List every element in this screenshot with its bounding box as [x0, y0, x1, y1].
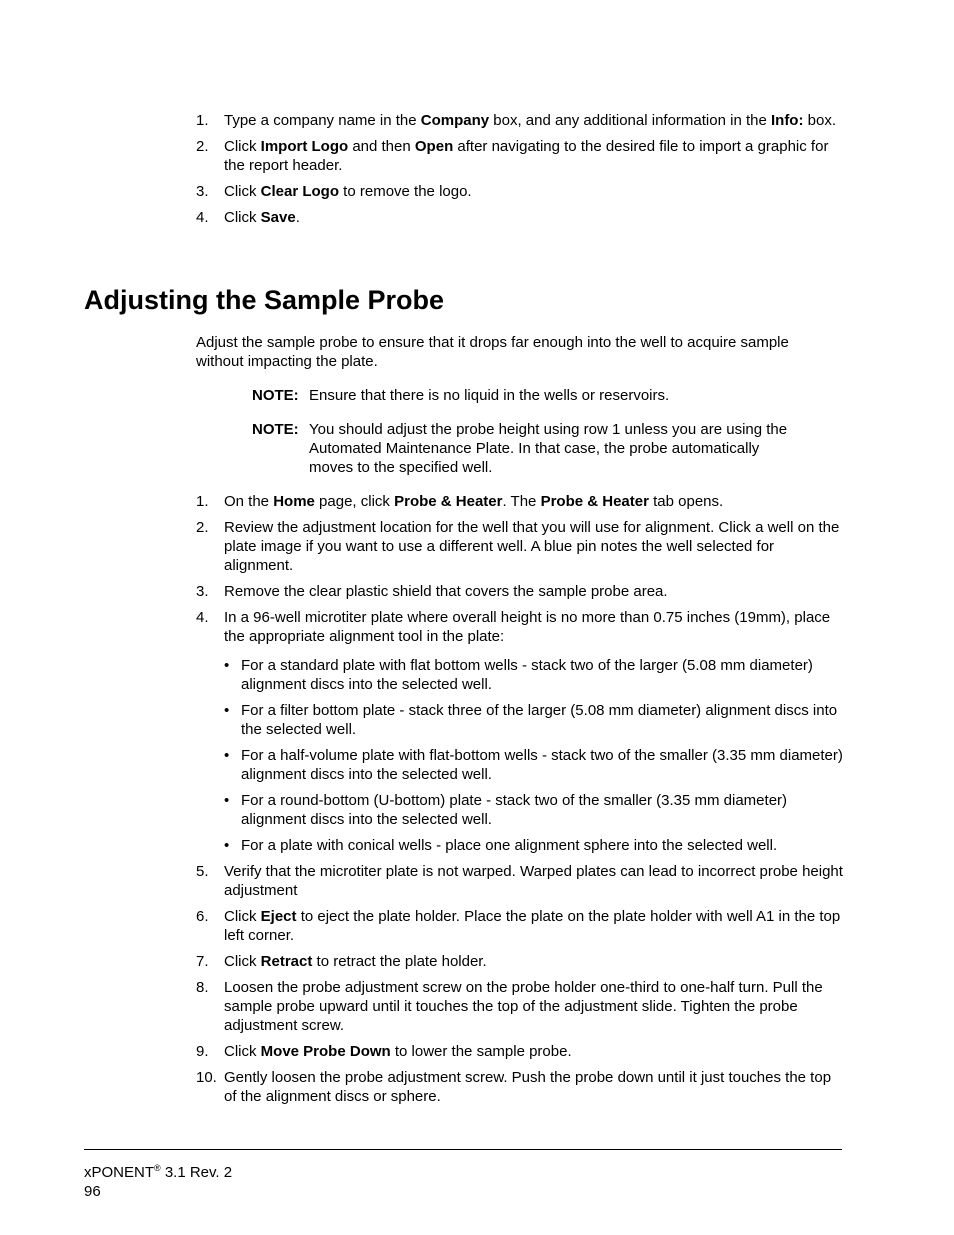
note-label: NOTE: — [252, 387, 299, 404]
step-text: to retract the plate holder. — [312, 953, 487, 970]
bullet-icon: • — [224, 657, 230, 674]
bullet-icon: • — [224, 702, 230, 719]
bullet-text: For a plate with conical wells - place one alignment sphere into the selected well. — [241, 837, 778, 854]
bullet-text: For a standard plate with flat bottom wells - stack two of the larger (5.08 mm diameter) alignment discs into the selected well. — [241, 657, 813, 693]
ui-term: Save — [260, 209, 296, 226]
list-item — [196, 137, 846, 175]
note-label: NOTE: — [252, 421, 299, 438]
step-text: to eject the plate holder. Place the plate on the plate holder with well A1 in the top left corner. — [224, 908, 841, 944]
list-item — [196, 952, 846, 971]
ui-term: Open — [414, 138, 454, 155]
step-text: Gently loosen the probe adjustment screw. Push the probe down until it just touches the top of the alignment discs or sphere. — [224, 1069, 832, 1105]
step-text: page, click — [314, 493, 395, 510]
step-text: Click — [224, 209, 261, 226]
step-text: Click — [224, 138, 261, 155]
step-text: Click — [224, 1043, 261, 1060]
step-number: 2. — [196, 519, 209, 536]
bullet-text: For a half-volume plate with flat-bottom wells - stack two of the smaller (3.35 mm diameter) alignment discs into the selected well. — [241, 747, 843, 783]
step-text: . — [295, 209, 300, 226]
step-text: Click — [224, 183, 261, 200]
intro-step-list — [196, 111, 846, 234]
list-item — [196, 907, 846, 945]
note-text: You should adjust the probe height using row 1 unless you are using the Automated Maintenance Plate. In that case, the probe automatically moves to the specified well. — [309, 421, 788, 476]
list-item — [196, 111, 846, 130]
bullet-text: For a round-bottom (U-bottom) plate - stack two of the smaller (3.35 mm diameter) alignment discs into the selected well. — [241, 792, 788, 828]
list-item — [224, 836, 846, 855]
bullet-icon: • — [224, 747, 230, 764]
step-text: On the — [224, 493, 274, 510]
step-text: after navigating to the desired file to import a graphic for the report header. — [224, 138, 829, 174]
step-text: In a 96-well microtiter plate where overall height is no more than 0.75 inches (19mm), place the appropriate alignment tool in the plate: — [224, 609, 831, 645]
ui-term: Clear Logo — [260, 183, 340, 200]
ui-term: Retract — [260, 953, 313, 970]
ui-term: Probe & Heater — [394, 493, 503, 510]
note — [252, 420, 792, 477]
step-text: Review the adjustment location for the well that you will use for alignment. Click a well on the plate image if you want to use a different well. A blue pin notes the well selected for alignment. — [224, 519, 840, 574]
ui-term: Probe & Heater — [540, 493, 649, 510]
step-text: box, and any additional information in the — [489, 112, 771, 129]
alignment-tool-list — [224, 656, 846, 855]
step-number: 1. — [196, 493, 209, 510]
list-item — [196, 608, 846, 855]
step-text: box. — [803, 112, 836, 129]
ui-term: Move Probe Down — [260, 1043, 391, 1060]
step-number: 7. — [196, 953, 209, 970]
list-item — [224, 746, 846, 784]
step-text: Type a company name in the — [224, 112, 421, 129]
step-number: 1. — [196, 112, 209, 129]
bullet-text: For a filter bottom plate - stack three of the larger (5.08 mm diameter) alignment discs into the selected well. — [241, 702, 838, 738]
step-text: Click — [224, 953, 261, 970]
step-number: 5. — [196, 863, 209, 880]
list-item — [196, 492, 846, 511]
ui-term: Home — [273, 493, 315, 510]
page-number: 96 — [84, 1183, 101, 1200]
step-text: and then — [348, 138, 415, 155]
list-item — [196, 1068, 846, 1106]
step-text: Click — [224, 908, 261, 925]
step-number: 10. — [196, 1069, 217, 1086]
step-number: 2. — [196, 138, 209, 155]
list-item — [196, 208, 846, 227]
footer-divider — [84, 1149, 842, 1150]
ui-term: Company — [420, 112, 490, 129]
product-version: 3.1 Rev. 2 — [160, 1164, 233, 1181]
step-text: Verify that the microtiter plate is not warped. Warped plates can lead to incorrect probe height adjustment — [224, 863, 843, 899]
step-number: 9. — [196, 1043, 209, 1060]
bullet-icon: • — [224, 837, 230, 854]
list-item — [196, 862, 846, 900]
product-name: xPONENT — [84, 1164, 155, 1181]
list-item — [196, 518, 846, 575]
footer-product-line — [84, 1163, 232, 1182]
note — [252, 386, 792, 405]
ui-term: Eject — [260, 908, 297, 925]
list-item — [196, 182, 846, 201]
step-number: 8. — [196, 979, 209, 996]
list-item — [224, 791, 846, 829]
note-text: Ensure that there is no liquid in the wells or reservoirs. — [309, 387, 670, 404]
step-text: . The — [502, 493, 541, 510]
step-text: to remove the logo. — [339, 183, 472, 200]
ui-term: Info: — [770, 112, 804, 129]
list-item — [196, 978, 846, 1035]
step-text: Loosen the probe adjustment screw on the probe holder one-third to one-half turn. Pull the sample probe upward until it touches the top of the adjustment slide. Tighten the probe adjustment screw. — [224, 979, 823, 1034]
procedure-step-list — [196, 492, 846, 1113]
registered-mark: ® — [154, 1163, 161, 1173]
intro-paragraph: Adjust the sample probe to ensure that it drops far enough into the well to acquire sample without impacting the plate. — [196, 334, 789, 370]
list-item — [224, 656, 846, 694]
bullet-icon: • — [224, 792, 230, 809]
step-number: 4. — [196, 209, 209, 226]
list-item — [196, 582, 846, 601]
ui-term: Import Logo — [260, 138, 349, 155]
step-number: 4. — [196, 609, 209, 626]
list-item — [224, 701, 846, 739]
section-heading: Adjusting the Sample Probe — [84, 285, 445, 315]
step-text: Remove the clear plastic shield that covers the sample probe area. — [224, 583, 668, 600]
page-footer — [84, 1163, 232, 1201]
step-number: 3. — [196, 183, 209, 200]
step-number: 3. — [196, 583, 209, 600]
list-item — [196, 1042, 846, 1061]
step-text: to lower the sample probe. — [390, 1043, 572, 1060]
step-number: 6. — [196, 908, 209, 925]
step-text: tab opens. — [648, 493, 724, 510]
